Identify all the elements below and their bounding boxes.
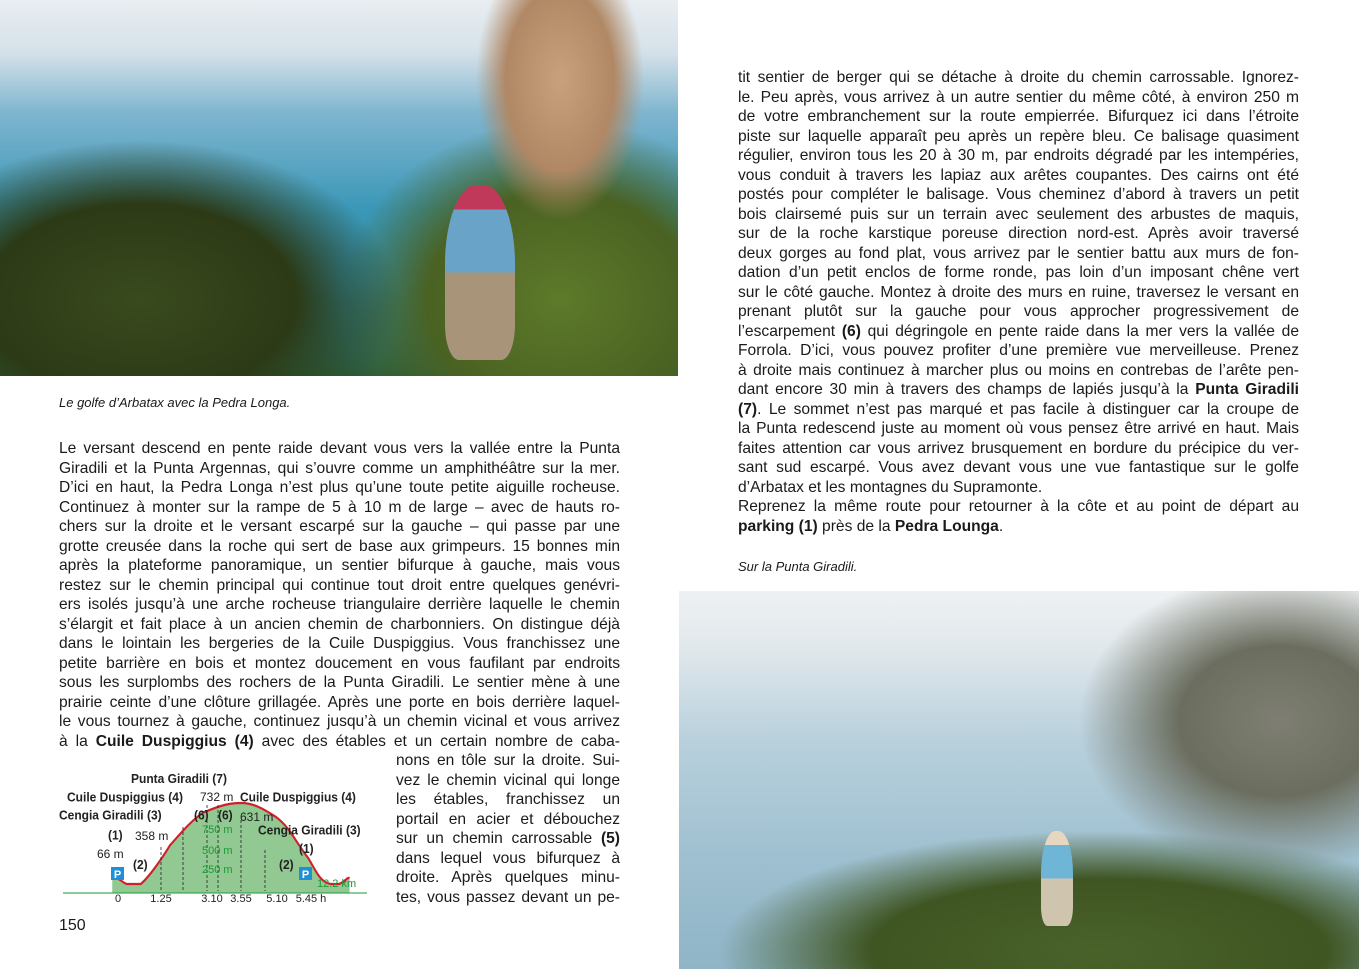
- bold-text: (7): [738, 400, 758, 418]
- text-line: [738, 478, 1299, 498]
- text-line: [59, 634, 620, 654]
- text-segment: restez sur le chemin principal qui continue tout droit entre quelques genévri-: [59, 576, 620, 594]
- label-start: (1): [108, 828, 123, 843]
- text-line: [738, 68, 1299, 88]
- text-segment: chers sur la droite et le versant escarpé sur la gauche – qui passe par une: [59, 518, 620, 535]
- text-segment: après la plateforme panoramique, un sentier bifurque à gauche, mais vous: [59, 557, 620, 574]
- text-segment: régulier, environ tous les 20 à 30 m, par endroits dégradé par les intempéries,: [738, 147, 1299, 164]
- text-segment: D’ici en haut, la Pedra Longa n’est plus qu’une toute petite aiguille rocheuse.: [59, 479, 620, 496]
- text-segment: le. Peu après, vous arrivez à un autre sentier du même côté, à environ 250 m: [738, 88, 1299, 106]
- text-line: [59, 517, 620, 537]
- text-segment: deux gorges au fond plat, vous arrivez par le sentier battu aux murs de fon-: [738, 244, 1299, 262]
- text-line: [396, 810, 620, 830]
- text-segment: Reprenez la même route pour retourner à la côte et au point de départ au: [738, 498, 1299, 515]
- text-segment: sur le côté gauche. Montez à droite des murs en ruine, traversez le versant en: [738, 283, 1299, 301]
- bold-text: Punta Giradili: [1195, 381, 1299, 398]
- label-p6-left: (6): [194, 808, 209, 823]
- text-line: [738, 361, 1299, 381]
- text-segment: le vous tournez à gauche, continuez jusqu’à un chemin vicinal et vous arrivez: [59, 713, 620, 730]
- page-number: 150: [59, 917, 86, 934]
- text-line: [738, 380, 1299, 400]
- text-line: [738, 205, 1299, 225]
- text-line: [738, 224, 1299, 244]
- text-line: [59, 615, 620, 635]
- text-segment: près de la: [817, 517, 895, 535]
- text-line: [738, 166, 1299, 186]
- time-tick: 3.55: [230, 893, 252, 905]
- text-line: [396, 888, 620, 908]
- time-tick: 1.25: [150, 893, 172, 905]
- text-line: [738, 419, 1299, 439]
- text-line: [738, 439, 1299, 459]
- bold-text: Pedra Lounga: [894, 517, 999, 535]
- text-line: [738, 283, 1299, 303]
- text-line: [738, 517, 1299, 537]
- label-cuile-alt: 631 m: [240, 810, 274, 824]
- text-segment: sur un chemin carrossable: [396, 830, 601, 847]
- text-line: [59, 576, 620, 596]
- text-line: [59, 537, 620, 557]
- text-segment: avec des étables et un certain nombre de caba-: [253, 732, 620, 750]
- text-line: [738, 244, 1299, 264]
- left-column-text: [59, 439, 620, 751]
- text-line: [396, 771, 620, 791]
- text-line: [59, 478, 620, 498]
- text-line: [738, 146, 1299, 166]
- photo-caption-bottom: Sur la Punta Giradili.: [738, 559, 858, 574]
- text-line: [59, 498, 620, 518]
- right-column-text: [738, 68, 1299, 536]
- time-tick: 5.10: [266, 893, 288, 905]
- hiker-figure: [445, 185, 515, 360]
- text-line: [396, 751, 620, 771]
- photo-caption-top: Le golfe d’Arbatax avec la Pedra Longa.: [59, 395, 291, 410]
- bold-text: (5): [600, 830, 620, 847]
- text-segment: sant sud escarpé. Vous avez devant vous une vue fantastique sur le golfe: [738, 459, 1299, 476]
- grid-label-500: 500 m: [202, 845, 233, 857]
- photo-punta-giradili: [679, 591, 1359, 969]
- text-segment: vez le chemin vicinal qui longe: [396, 771, 620, 789]
- label-cengia-right: Cengia Giradili (3): [258, 823, 361, 838]
- label-cuile-right: Cuile Duspiggius (4): [240, 790, 356, 805]
- label-p2-right: (2): [279, 857, 294, 873]
- time-tick: 3.10: [201, 893, 223, 905]
- text-segment: de votre embranchement sur la route empierrée. Bifurquez ici dans l’étroite: [738, 108, 1299, 125]
- text-segment: grotte creusée dans la roche qui sert de base aux grimpeurs. 15 bonnes min: [59, 537, 620, 555]
- bold-text: Cuile Duspiggius (4): [95, 732, 254, 750]
- text-line: [59, 595, 620, 615]
- text-segment: bois clairsemé puis sur un terrain avec seulement des arbustes de maquis,: [738, 205, 1299, 223]
- text-segment: faites attention car vous arrivez brusquement en bordure du précipice du ver-: [738, 439, 1299, 457]
- text-segment: . Le sommet n’est pas marqué et pas facile à distinguer car la croupe de: [757, 400, 1299, 418]
- text-segment: d’Arbatax et les montagnes du Supramonte.: [738, 478, 1043, 496]
- photo-golfe-arbatax-pedra-longa: [0, 0, 678, 376]
- text-line: [738, 341, 1299, 361]
- text-segment: postés pour compléter le balisage. Vous cheminez d’abord à travers un petit: [738, 186, 1299, 203]
- text-line: [738, 88, 1299, 108]
- text-segment: tes, vous passez devant un pe-: [396, 888, 620, 906]
- parking-label-start: P: [113, 869, 122, 881]
- time-tick: 0: [114, 893, 122, 905]
- text-segment: sur de la roche karstique poreuse direction nord-est. Après avoir traversé: [738, 225, 1299, 242]
- text-line: [59, 712, 620, 732]
- text-line: [738, 263, 1299, 283]
- label-summit-alt: 732 m: [200, 790, 234, 804]
- time-tick: 5.45 h: [295, 893, 327, 905]
- text-line: [738, 458, 1299, 478]
- text-segment: Giradili et la Punta Argennas, qui s’ouvre comme un amphithéâtre sur la mer.: [59, 459, 620, 477]
- label-p6-right: (6): [218, 808, 233, 823]
- text-segment: dans le lointain les bergeries de la Cuile Duspiggius. Vous franchissez une: [59, 635, 620, 652]
- grid-label-250: 250 m: [202, 864, 233, 876]
- text-segment: à la: [59, 732, 96, 750]
- text-line: [396, 849, 620, 869]
- text-segment: l’escarpement: [738, 322, 842, 340]
- text-line: [738, 185, 1299, 205]
- text-line: [396, 829, 620, 849]
- text-segment: .: [998, 517, 1004, 535]
- text-line: [396, 868, 620, 888]
- text-segment: Le versant descend en pente raide devant vous vers la vallée entre la Punta: [59, 440, 620, 457]
- text-segment: ers isolés jusqu’à une arche rocheuse triangulaire derrière laquelle le chemin: [59, 596, 620, 613]
- text-line: [738, 497, 1299, 517]
- text-segment: les étables, franchissez un: [396, 791, 620, 808]
- text-line: [738, 302, 1299, 322]
- text-segment: la Punta redescend juste au moment où vous pensez être arrivé en haut. Mais: [738, 420, 1299, 437]
- text-segment: à droite mais continuez à marcher plus ou moins en contrebas de l’arête pen-: [738, 361, 1299, 379]
- label-cengia-alt: 358 m: [135, 829, 169, 843]
- left-column-wrap-text: [396, 751, 620, 907]
- text-segment: Forrola. D’ici, vous pouvez profiter d’une première vue merveilleuse. Prenez: [738, 342, 1299, 359]
- text-line: [59, 693, 620, 713]
- text-segment: sous les surplombs des rochers de la Punta Giradili. Le sentier mène à une: [59, 674, 620, 691]
- text-line: [59, 439, 620, 459]
- grid-label-750: 750 m: [202, 824, 233, 836]
- text-line: [738, 322, 1299, 342]
- text-segment: petite barrière en bois et montez doucement en vous faufilant par endroits: [59, 654, 620, 672]
- text-segment: droite. Après quelques minu-: [396, 869, 620, 886]
- text-line: [59, 459, 620, 479]
- text-line: [59, 732, 620, 752]
- label-summit: Punta Giradili (7): [131, 771, 227, 786]
- text-segment: prenant plutôt sur la gauche pour vous approcher progressivement de: [738, 303, 1299, 320]
- label-end: (1): [299, 841, 314, 857]
- text-segment: tit sentier de berger qui se détache à droite du chemin carrossable. Ignorez-: [738, 69, 1299, 86]
- text-segment: s’élargit et fait place à un ancien chemin de charbonniers. On distingue déjà: [59, 615, 620, 633]
- text-line: [738, 127, 1299, 147]
- text-segment: dant encore 30 min à travers des champs de lapiés jusqu’à la: [738, 381, 1196, 398]
- elevation-profile: [55, 765, 375, 910]
- bold-text: parking (1): [738, 517, 818, 535]
- text-line: [59, 654, 620, 674]
- text-segment: dation d’un petit enclos de forme ronde, pas loin d’un imposant chêne vert: [738, 264, 1299, 281]
- distance-label: 12.2 km: [317, 878, 357, 890]
- text-line: [59, 673, 620, 693]
- text-segment: qui dégringole en pente raide dans la mer vers la vallée de: [860, 322, 1299, 340]
- text-segment: nons en tôle sur la droite. Sui-: [396, 752, 620, 769]
- text-segment: portail en acier et débouchez: [396, 810, 620, 828]
- label-cuile-left: Cuile Duspiggius (4): [67, 790, 183, 805]
- text-segment: Continuez à monter sur la rampe de 5 à 10 m de large – avec de hauts ro-: [59, 498, 620, 516]
- parking-label-end: P: [301, 869, 310, 881]
- text-line: [738, 107, 1299, 127]
- text-line: [738, 400, 1299, 420]
- label-cengia-left: Cengia Giradili (3): [59, 808, 162, 823]
- bold-text: (6): [841, 322, 861, 340]
- label-start-alt: 66 m: [97, 847, 124, 861]
- text-segment: vous conduit à travers les lapiaz aux arêtes coupantes. Des cairns ont été: [738, 166, 1299, 184]
- hiker-figure: [1041, 831, 1073, 926]
- label-p2-left: (2): [133, 857, 148, 873]
- text-segment: dans lequel vous bifurquez à: [396, 849, 620, 867]
- text-segment: prairie ceinte d’une clôture grillagée. Après une porte en bois derrière laquel-: [59, 693, 620, 711]
- text-segment: piste sur laquelle apparaît peu après un repère bleu. Ce balisage quasiment: [738, 127, 1299, 145]
- text-line: [396, 790, 620, 810]
- text-line: [59, 556, 620, 576]
